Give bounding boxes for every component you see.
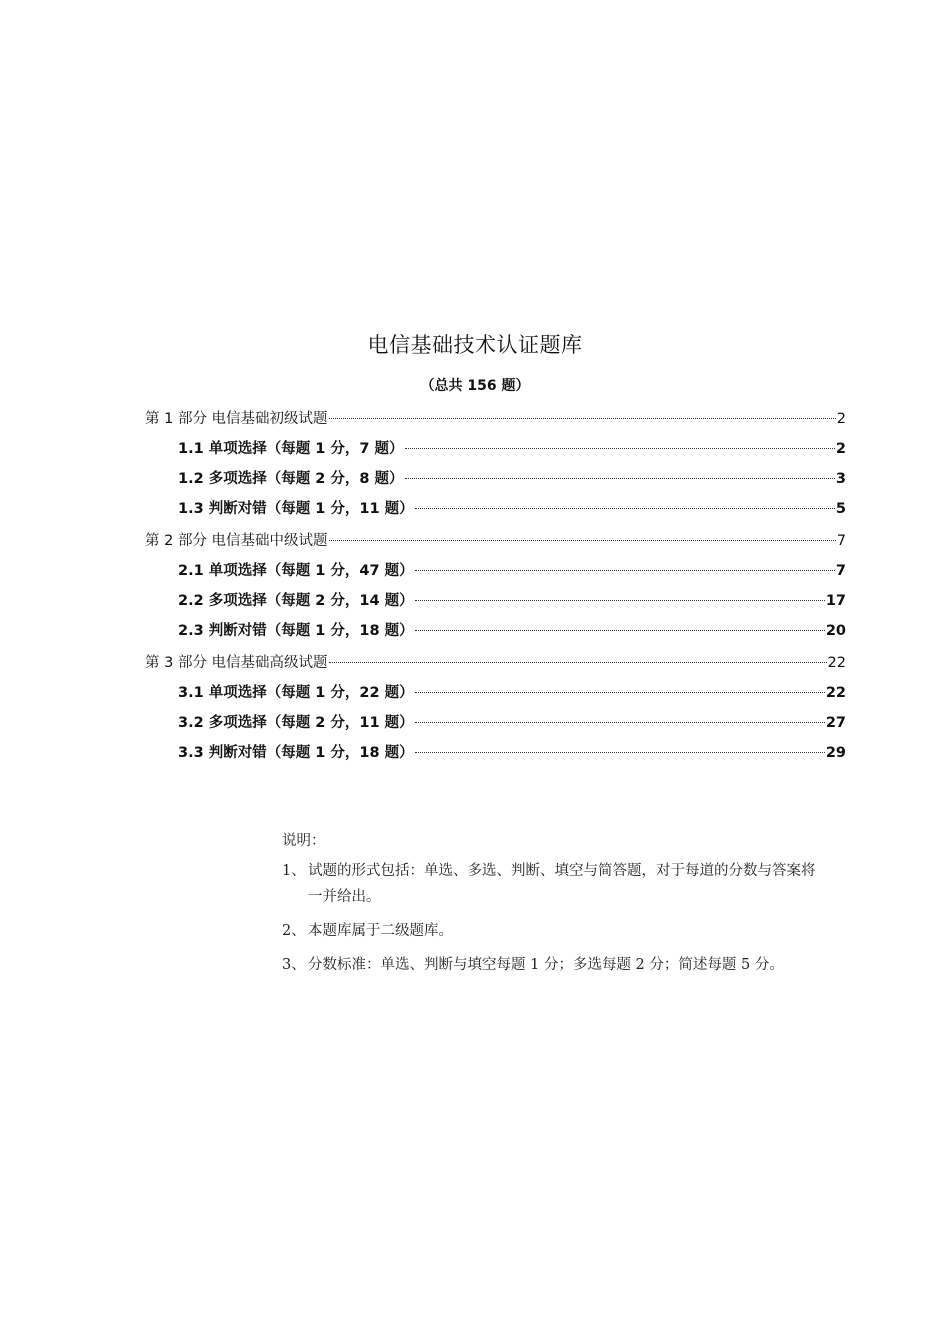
toc-entry-label: 2.1 单项选择（每题 1 分，47 题） — [178, 563, 414, 579]
toc-entry-page: 2 — [836, 411, 846, 427]
toc-entry-label: 1.2 多项选择（每题 2 分，8 题） — [178, 471, 404, 487]
toc-entry-label: 2.2 多项选择（每题 2 分，14 题） — [178, 593, 414, 609]
toc-entry-page: 29 — [825, 745, 846, 761]
toc-entry-label: 3.1 单项选择（每题 1 分，22 题） — [178, 685, 414, 701]
toc-entry-page: 7 — [835, 563, 846, 579]
toc-entry-section-2-1[interactable] — [178, 560, 846, 582]
toc-entry-page: 27 — [825, 715, 846, 731]
toc-entry-label: 3.2 多项选择（每题 2 分，11 题） — [178, 715, 414, 731]
toc-entry-page: 22 — [825, 685, 846, 701]
toc-entry-section-2-2[interactable] — [178, 590, 846, 612]
toc-entry-section-3-1[interactable] — [178, 682, 846, 704]
toc-entry-page: 20 — [825, 623, 846, 639]
toc-entry-part-2[interactable] — [145, 530, 846, 552]
toc-entry-page: 22 — [827, 655, 846, 671]
toc-entry-section-1-2[interactable] — [178, 468, 846, 490]
toc-entry-label: 3.3 判断对错（每题 1 分，18 题） — [178, 745, 414, 761]
toc-entry-page: 3 — [835, 471, 846, 487]
document-subtitle: （总共 156 题） — [420, 378, 530, 394]
toc-leader-dots — [415, 507, 835, 509]
toc-entry-label: 第 3 部分 电信基础高级试题 — [145, 655, 328, 671]
toc-entry-label: 1.1 单项选择（每题 1 分，7 题） — [178, 441, 404, 457]
toc-entry-label: 2.3 判断对错（每题 1 分，18 题） — [178, 623, 414, 639]
toc-entry-page: 2 — [835, 441, 846, 457]
toc-entry-page: 7 — [836, 533, 846, 549]
note-number: 3、 — [282, 957, 306, 973]
toc-leader-dots — [329, 661, 827, 663]
toc-entry-label: 第 1 部分 电信基础初级试题 — [145, 411, 328, 427]
toc-entry-section-1-1[interactable] — [178, 438, 846, 460]
toc-entry-label: 第 2 部分 电信基础中级试题 — [145, 533, 328, 549]
note-text: 分数标准：单选、判断与填空每题 1 分；多选每题 2 分；简述每题 5 分。 — [308, 957, 784, 973]
toc-entry-part-1[interactable] — [145, 408, 846, 430]
note-text: 试题的形式包括：单选、多选、判断、填空与简答题，对于每道的分数与答案将一并给出。 — [308, 863, 816, 905]
toc-leader-dots — [415, 569, 835, 571]
toc-entry-section-3-3[interactable] — [178, 742, 846, 764]
toc-leader-dots — [415, 721, 825, 723]
toc-entry-page: 17 — [825, 593, 846, 609]
note-item — [282, 858, 822, 910]
toc-entry-section-2-3[interactable] — [178, 620, 846, 642]
toc-leader-dots — [405, 477, 835, 479]
note-number: 1、 — [282, 863, 306, 879]
toc-leader-dots — [415, 629, 825, 631]
notes-heading: 说明： — [282, 833, 326, 849]
note-item — [282, 952, 822, 978]
toc-leader-dots — [329, 539, 836, 541]
toc-entry-section-3-2[interactable] — [178, 712, 846, 734]
toc-leader-dots — [415, 751, 825, 753]
notes-block — [282, 828, 822, 986]
toc-leader-dots — [415, 599, 825, 601]
toc-leader-dots — [415, 691, 825, 693]
toc-entry-part-3[interactable] — [145, 652, 846, 674]
toc-entry-page: 5 — [835, 501, 846, 517]
note-number: 2、 — [282, 923, 306, 939]
toc-entry-label: 1.3 判断对错（每题 1 分，11 题） — [178, 501, 414, 517]
toc-entry-section-1-3[interactable] — [178, 498, 846, 520]
note-text: 本题库属于二级题库。 — [308, 923, 453, 939]
toc-leader-dots — [329, 417, 836, 419]
document-title: 电信基础技术认证题库 — [367, 333, 583, 357]
toc-leader-dots — [405, 447, 835, 449]
note-item — [282, 918, 822, 944]
